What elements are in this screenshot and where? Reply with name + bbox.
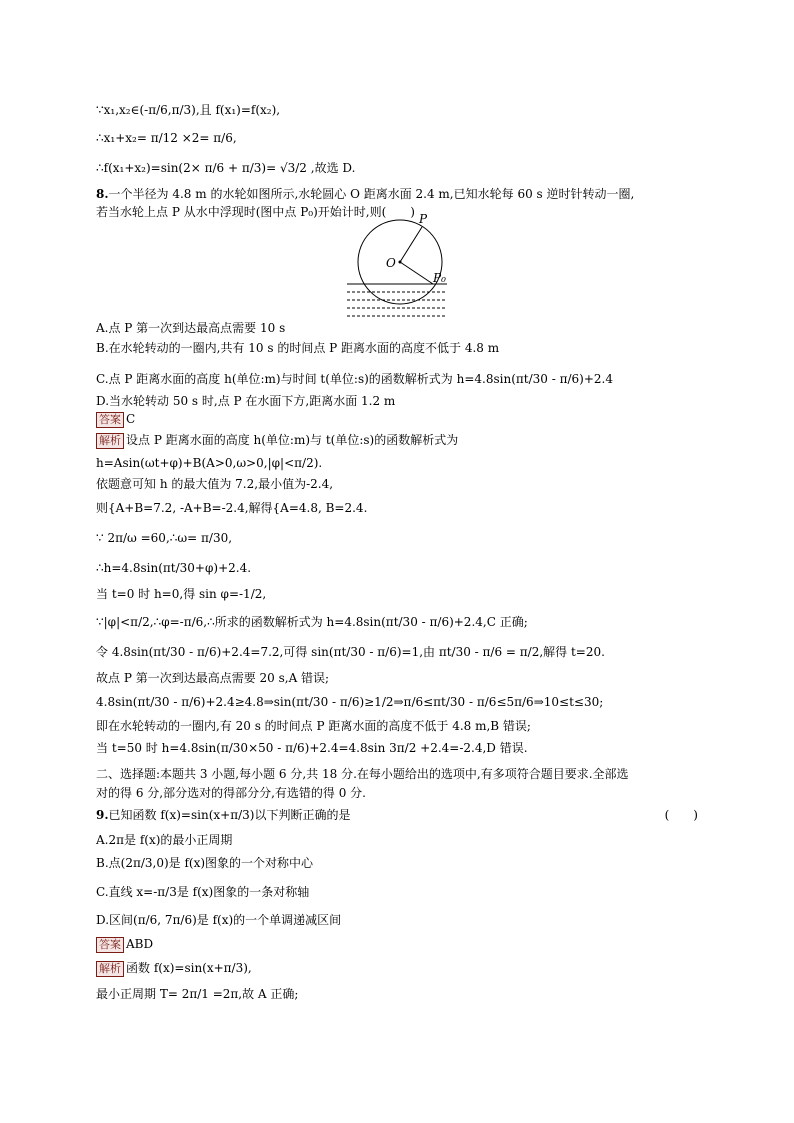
analysis-text: 设点 P 距离水面的高度 h(单位:m)与 t(单位:s)的函数解析式为 — [126, 433, 459, 447]
question-number: 8. — [96, 187, 109, 201]
q8-option-a: A.点 P 第一次到达最高点需要 10 s — [96, 321, 286, 335]
label-p0: P₀ — [433, 271, 446, 285]
q8-option-c: C.点 P 距离水面的高度 h(单位:m)与时间 t(单位:s)的函数解析式为 h=4.8sin(πt/30 - π/6)+2.4 — [96, 372, 613, 386]
q9-analysis-line-1 — [96, 960, 252, 977]
q8-analysis-line-2: h=Asin(ωt+φ)+B(A>0,ω>0,|φ|<π/2). — [96, 456, 323, 470]
q8-stem-line-2: 若当水轮上点 P 从水中浮现时(图中点 P₀)开始计时,则( ) — [96, 205, 415, 219]
q8-analysis-line-6: ∴h=4.8sin(πt/30+φ)+2.4. — [96, 561, 252, 575]
q8-analysis-line-5: ∵ 2π/ω =60,∴ω= π/30, — [96, 531, 233, 545]
answer-value: ABD — [126, 937, 154, 951]
q8-stem-text: 一个半径为 4.8 m 的水轮如图所示,水轮圆心 O 距离水面 2.4 m,已知水轮每 60 s 逆时针转动一圈, — [108, 187, 635, 201]
q9-answer-paren: ( ) — [664, 808, 698, 822]
answer-tag: 答案 — [96, 937, 124, 953]
q9-analysis-line-2: 最小正周期 T= 2π/1 =2π,故 A 正确; — [96, 987, 299, 1001]
label-o: O — [386, 256, 396, 270]
label-p: P — [419, 212, 428, 226]
section-heading-line-2: 对的得 6 分,部分选对的得部分分,有选错的得 0 分. — [96, 786, 366, 800]
q8-analysis-line-7: 当 t=0 时 h=0,得 sin φ=-1/2, — [96, 587, 267, 601]
q8-analysis-line-13: 当 t=50 时 h=4.8sin(π/30×50 - π/6)+2.4=4.8sin 3π/2 +2.4=-2.4,D 错误. — [96, 741, 528, 755]
q8-analysis-line-11: 4.8sin(πt/30 - π/6)+2.4≥4.8⇒sin(πt/30 - π/6)≥1/2⇒π/6≤πt/30 - π/6≤5π/6⇒10≤t≤30; — [96, 695, 604, 709]
answer-value: C — [126, 412, 136, 426]
q8-analysis-line-3: 依题意可知 h 的最大值为 7.2,最小值为-2.4, — [96, 477, 334, 491]
q9-option-b: B.点(2π/3,0)是 f(x)图象的一个对称中心 — [96, 856, 314, 870]
prev-line-3: ∴f(x₁+x₂)=sin(2× π/6 + π/3)= √3/2 ,故选 D. — [96, 161, 356, 175]
q9-answer — [96, 936, 153, 953]
analysis-tag: 解析 — [96, 961, 124, 977]
answer-tag: 答案 — [96, 412, 124, 428]
q8-analysis-line-12: 即在水轮转动的一圈内,有 20 s 的时间点 P 距离水面的高度不低于 4.8 m,B 错误; — [96, 719, 531, 733]
q9-option-a: A.2π是 f(x)的最小正周期 — [96, 833, 233, 847]
q9-option-c: C.直线 x=-π/3是 f(x)图象的一条对称轴 — [96, 885, 310, 899]
q9-stem — [96, 807, 350, 823]
section-heading-line-1: 二、选择题:本题共 3 小题,每小题 6 分,共 18 分.在每小题给出的选项中,有多项符合题目要求.全部选 — [96, 767, 629, 781]
q8-analysis-line-10: 故点 P 第一次到达最高点需要 20 s,A 错误; — [96, 671, 330, 685]
water-wheel-figure — [345, 212, 455, 322]
q8-answer — [96, 411, 135, 428]
q9-option-d: D.区间(π/6, 7π/6)是 f(x)的一个单调递减区间 — [96, 913, 342, 927]
q8-analysis-line-9: 令 4.8sin(πt/30 - π/6)+2.4=7.2,可得 sin(πt/30 - π/6)=1,由 πt/30 - π/6 = π/2,解得 t=20. — [96, 645, 605, 659]
analysis-tag: 解析 — [96, 433, 124, 449]
radius-op0 — [400, 262, 433, 284]
q8-analysis-line-4: 则{A+B=7.2, -A+B=-2.4,解得{A=4.8, B=2.4. — [96, 501, 368, 515]
analysis-text: 函数 f(x)=sin(x+π/3), — [126, 961, 252, 975]
prev-line-1: ∵x₁,x₂∈(-π/6,π/3),且 f(x₁)=f(x₂), — [96, 103, 281, 117]
q8-stem-line-1 — [96, 186, 634, 202]
q8-analysis-line-1 — [96, 432, 458, 449]
q8-option-d: D.当水轮转动 50 s 时,点 P 在水面下方,距离水面 1.2 m — [96, 394, 396, 408]
q9-stem-text: 已知函数 f(x)=sin(x+π/3)以下判断正确的是 — [108, 808, 351, 822]
question-number: 9. — [96, 808, 109, 822]
prev-line-2: ∴x₁+x₂= π/12 ×2= π/6, — [96, 131, 237, 145]
q8-option-b: B.在水轮转动的一圈内,共有 10 s 的时间点 P 距离水面的高度不低于 4.8 m — [96, 341, 500, 355]
q8-analysis-line-8: ∵|φ|<π/2,∴φ=-π/6,∴所求的函数解析式为 h=4.8sin(πt/30 - π/6)+2.4,C 正确; — [96, 615, 528, 629]
radius-op — [400, 227, 422, 262]
